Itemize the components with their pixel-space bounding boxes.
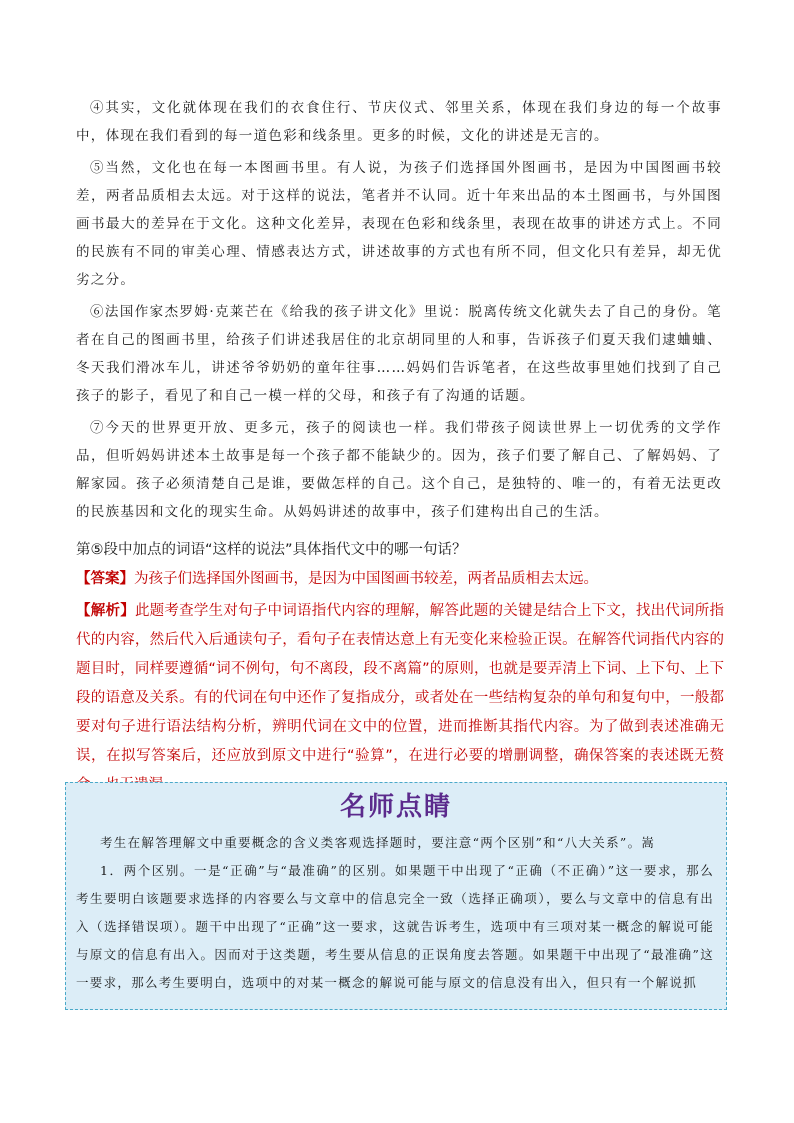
paragraph-5: ⑤当然，文化也在每一本图画书里。有人说，为孩子们选择国外图画书，是因为中国图画书较差，两者品质相去太远。对于这样的说法，笔者并不认同。近十年来出品的本土图画书，与外国图画书最大的差异在于文化。这种文化差异，表现在色彩和线条里，表现在故事的讲述方式上。不同的民族有不同的审美心理、情感表达方式，讲述故事的方式也有所不同，但文化只有差异，却无优劣之分。 bbox=[76, 160, 722, 288]
tips-body bbox=[66, 827, 726, 997]
paragraph-7: ⑦今天的世界更开放、更多元，孩子的阅读也一样。我们带孩子阅读世界上一切优秀的文学作品，但听妈妈讲述本土故事是每一个孩子都不能缺少的。因为，孩子们要了解自己、了解妈妈、了解家园。孩子必须清楚自己是谁，要做怎样的自己。这个自己，是独特的、唯一的，有着无法更改的民族基因和文化的现实生命。从妈妈讲述的故事中，孩子们建构出自己的生活。 bbox=[76, 420, 722, 520]
tips-intro: 考生在解答理解文中重要概念的含义类客观选择题时，要注意“两个区别”和“八大关系”。嵩 bbox=[100, 835, 656, 850]
paragraph-6: ⑥法国作家杰罗姆·克莱芒在《给我的孩子讲文化》里说：脱离传统文化就失去了自己的身份。笔者在自己的图画书里，给孩子们讲述我居住的北京胡同里的人和事，告诉孩子们夏天我们逮蛐蛐、冬天我们滑冰车儿，讲述爷爷奶奶的童年往事……妈妈们告诉笔者，在这些故事里她们找到了自己孩子的影子，看见了和自己一模一样的父母，和孩子有了沟通的话题。 bbox=[76, 304, 722, 404]
answer-text: 为孩子们选择国外图画书，是因为中国图画书较差，两者品质相去太远。 bbox=[134, 571, 598, 587]
tips-box bbox=[65, 782, 727, 1010]
paragraph-4: ④其实，文化就体现在我们的衣食住行、节庆仪式、邻里关系，体现在我们身边的每一个故事中，体现在我们看到的每一道色彩和线条里。更多的时候，文化的讲述是无言的。 bbox=[76, 100, 722, 144]
question-text: 第⑤段中加点的词语“这样的说法”具体指代文中的哪一句话？ bbox=[76, 542, 467, 558]
answer-block bbox=[76, 567, 722, 591]
analysis-block bbox=[76, 597, 724, 800]
reading-passage bbox=[76, 94, 722, 530]
analysis-tag: 【解析】 bbox=[76, 603, 135, 619]
tips-title: 名师点睛 bbox=[339, 792, 452, 822]
answer-tag: 【答案】 bbox=[76, 571, 134, 587]
tips-point-1: 1．两个区别。一是“正确”与“最准确”的区别。如果题干中出现了“正确（不正确）”这一要求，那么考生要明白该题要求选择的内容要么与文章中的信息完全一致（选择正确项），要么与文章中的信息有出入（选择错误项）。题干中出现了“正确”这一要求，这就告诉考生，选项中有三项对某一概念的解说可能与原文的信息有出入。因而对于这类题，考生要从信息的正误角度去答题。如果题干中出现了“最准确”这一要求，那么考生要明白，选项中的对某一概念的解说可能与原文的信息没有出入，但只有一个解说抓 bbox=[76, 863, 714, 990]
analysis-text: 此题考查学生对句子中词语指代内容的理解，解答此题的关键是结合上下文，找出代词所指代的内容，然后代入后通读句子，看句子在表情达意上有无变化来检验正误。在解答代词指代内容的题目时，同样要遵循“词不例句，句不离段，段不离篇”的原则，也就是要弄清上下词、上下句、上下段的语意及关系。有的代词在句中还作了复指成分，或者处在一些结构复杂的单句和复句中，一般都要对句子进行语法结构分析，辨明代词在文中的位置，进而推断其指代内容。为了做到表述准确无误，在拟写答案后，还应放到原文中进行“验算”，在进行必要的增删调整，确保答案的表述既无赘 bbox=[76, 603, 725, 764]
